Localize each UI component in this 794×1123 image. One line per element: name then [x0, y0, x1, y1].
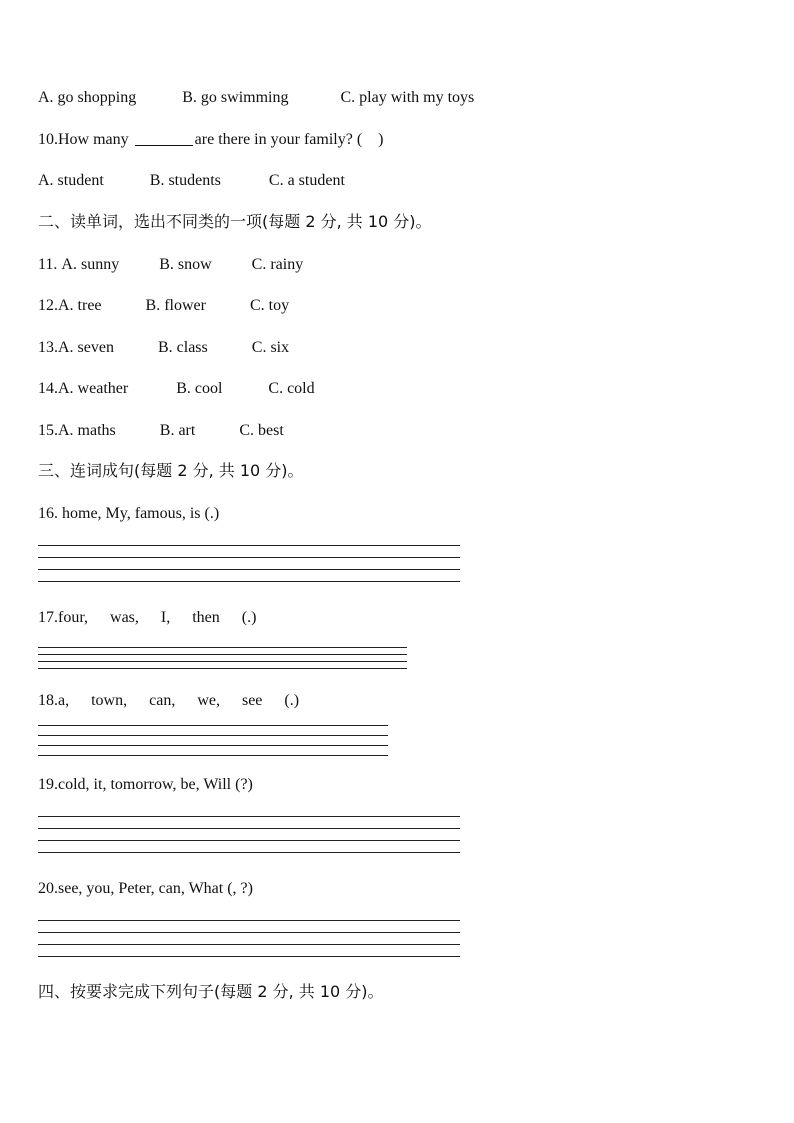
q14-number: 14. — [38, 380, 58, 397]
q19 — [38, 775, 253, 795]
q18-number: 18. — [38, 692, 58, 709]
q15 — [38, 421, 284, 441]
section4-heading: 四、按要求完成下列句子(每题 2 分, 共 10 分)。 — [38, 982, 384, 1001]
q19-answer-lines[interactable] — [38, 816, 460, 864]
q17 — [38, 608, 256, 628]
q10-number: 10. — [38, 131, 58, 148]
q18-word-1: a, — [58, 692, 70, 709]
q12-option-c[interactable]: C. toy — [249, 297, 290, 314]
q17-word-4: then — [192, 609, 220, 626]
q10-text-before: How many — [58, 131, 129, 148]
q20 — [38, 879, 253, 899]
section3-heading: 三、连词成句(每题 2 分, 共 10 分)。 — [38, 461, 304, 480]
q13-option-a[interactable]: A. seven — [58, 339, 114, 356]
q20-number: 20. — [38, 880, 58, 897]
q10-answer-paren[interactable]: ( ) — [356, 131, 384, 148]
section2-heading: 二、读单词，选出不同类的一项(每题 2 分, 共 10 分)。 — [38, 212, 432, 231]
q10-option-c[interactable]: C. a student — [268, 172, 345, 189]
q16-number: 16. — [38, 505, 58, 522]
q19-number: 19. — [38, 776, 58, 793]
q12 — [38, 296, 289, 316]
q18-word-3: can, — [149, 692, 176, 709]
q11 — [38, 255, 303, 275]
q16-words: home, My, famous, is (.) — [62, 505, 220, 522]
q14-option-c[interactable]: C. cold — [268, 380, 315, 397]
q9-options — [38, 88, 474, 108]
q13-number: 13. — [38, 339, 58, 356]
q18-word-2: town, — [91, 692, 128, 709]
q15-option-c[interactable]: C. best — [239, 422, 284, 439]
q17-number: 17. — [38, 609, 58, 626]
q14 — [38, 379, 315, 399]
q18-word-4: we, — [197, 692, 220, 709]
q19-words: cold, it, tomorrow, be, Will (?) — [58, 776, 253, 793]
q11-option-b[interactable]: B. snow — [159, 256, 212, 273]
q13-option-b[interactable]: B. class — [157, 339, 208, 356]
q20-answer-lines[interactable] — [38, 920, 460, 968]
q16-answer-lines[interactable] — [38, 545, 460, 593]
q17-word-5: (.) — [241, 609, 257, 626]
q17-word-1: four, — [58, 609, 89, 626]
q10-text-after: are there in your family? — [194, 131, 353, 148]
q16 — [38, 504, 219, 524]
q15-option-a[interactable]: A. maths — [58, 422, 116, 439]
q18-word-5: see — [241, 692, 263, 709]
q18 — [38, 691, 299, 711]
q10-option-a[interactable]: A. student — [38, 172, 104, 189]
q13-option-c[interactable]: C. six — [251, 339, 290, 356]
q10-question — [38, 130, 383, 150]
q10-option-b[interactable]: B. students — [149, 172, 221, 189]
q18-word-6: (.) — [284, 692, 300, 709]
q14-option-b[interactable]: B. cool — [176, 380, 223, 397]
q12-number: 12. — [38, 297, 58, 314]
q17-answer-lines[interactable] — [38, 647, 407, 680]
q15-number: 15. — [38, 422, 58, 439]
q11-option-a[interactable]: A. sunny — [61, 256, 120, 273]
q9-option-c[interactable]: C. play with my toys — [340, 89, 475, 106]
q10-blank[interactable] — [135, 131, 193, 146]
q17-word-2: was, — [110, 609, 139, 626]
q11-option-c[interactable]: C. rainy — [251, 256, 304, 273]
q11-number: 11. — [38, 256, 58, 273]
q20-words: see, you, Peter, can, What (, ?) — [58, 880, 253, 897]
q17-word-3: I, — [160, 609, 171, 626]
q9-option-a[interactable]: A. go shopping — [38, 89, 137, 106]
q15-option-b[interactable]: B. art — [159, 422, 196, 439]
q18-answer-lines[interactable] — [38, 725, 388, 767]
q12-option-a[interactable]: A. tree — [58, 297, 102, 314]
q13 — [38, 338, 289, 358]
q9-option-b[interactable]: B. go swimming — [182, 89, 289, 106]
q10-options — [38, 171, 345, 191]
q12-option-b[interactable]: B. flower — [145, 297, 206, 314]
q14-option-a[interactable]: A. weather — [58, 380, 129, 397]
